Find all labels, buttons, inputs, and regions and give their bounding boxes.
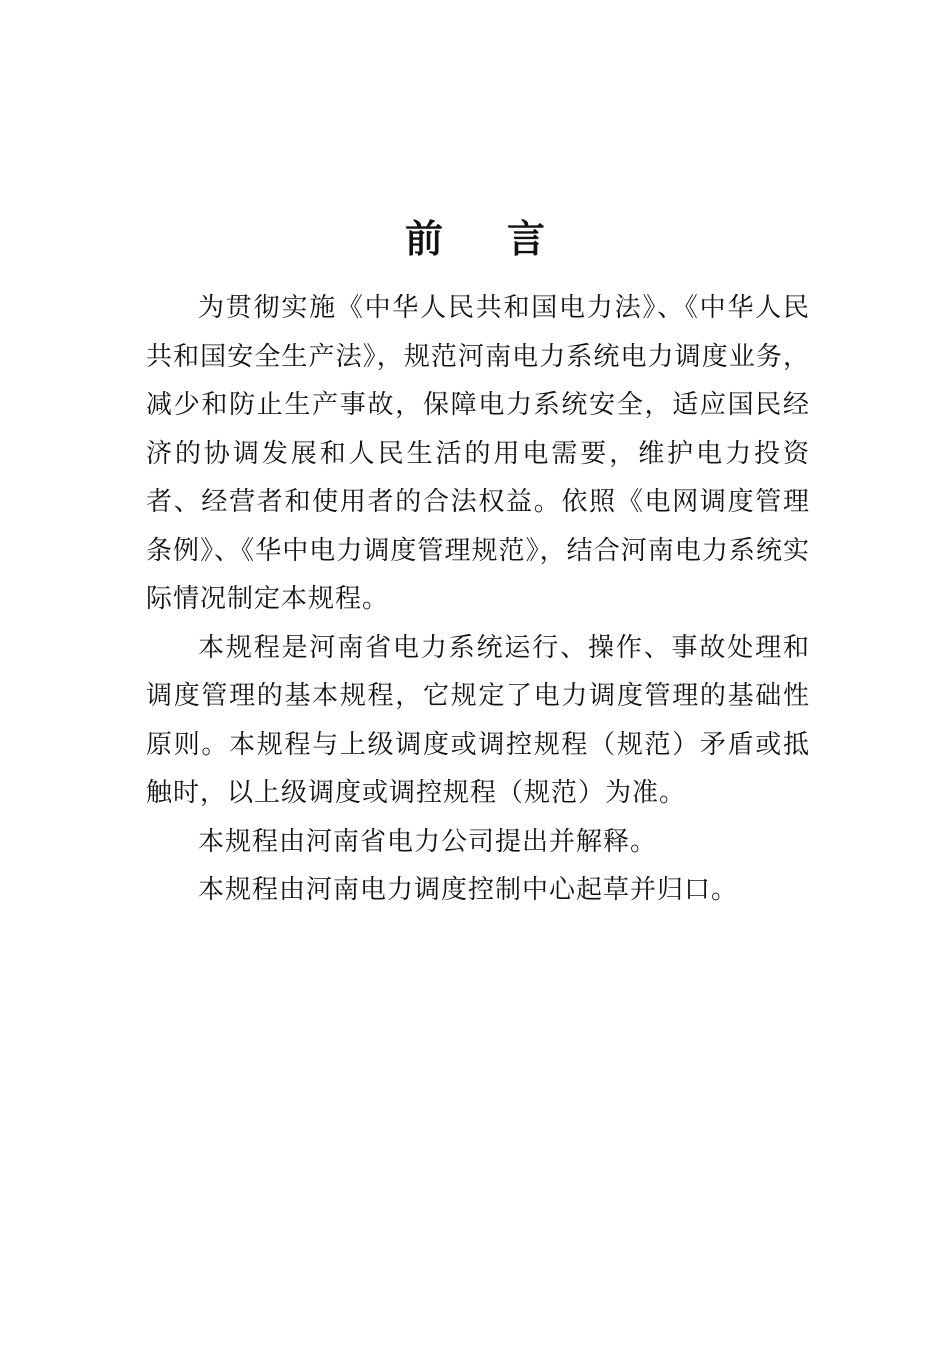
- paragraph-drafting: 本规程由河南电力调度控制中心起草并归口。: [198, 875, 739, 905]
- paragraph-scope: 本规程是河南省电力系统运行、操作、事故处理和调度管理的基本规程，它规定了电力调度管理的基础性原则。本规程与上级调度或调控规程（规范）矛盾或抵触时，以上级调度或调控规程（规范）为准。: [146, 632, 810, 808]
- preface-body: [146, 284, 810, 915]
- paragraph-purpose: 为贯彻实施《中华人民共和国电力法》、《中华人民共和国安全生产法》，规范河南电力系统电力调度业务，减少和防止生产事故，保障电力系统安全，适应国民经济的协调发展和人民生活的用电需要，维护电力投资者、经营者和使用者的合法权益。依照《电网调度管理条例》、《华中电力调度管理规范》，结合河南电力系统实际情况制定本规程。: [146, 293, 810, 614]
- page-title: 前言: [404, 216, 609, 261]
- paragraph-interpretation: 本规程由河南省电力公司提出并解释。: [198, 826, 658, 857]
